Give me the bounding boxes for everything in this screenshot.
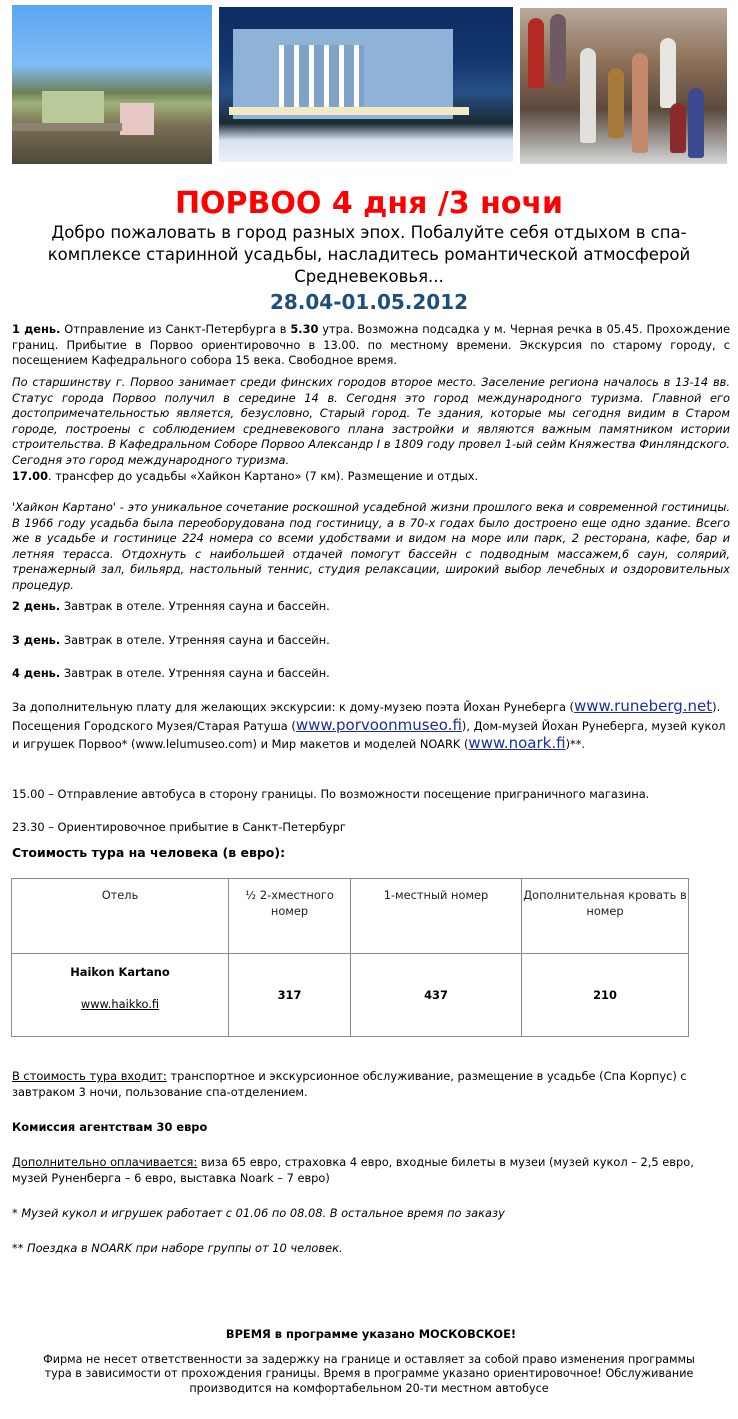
day4-text: Завтрак в отеле. Утренняя сауна и бассейн. xyxy=(60,666,330,680)
runeberg-link[interactable]: www.runeberg.net xyxy=(573,697,713,715)
price-double-half: 317 xyxy=(229,954,351,1037)
transfer-text: . трансфер до усадьбы «Хайкон Картано» (7 км). Размещение и отдых. xyxy=(48,469,479,483)
commission-line: Комиссия агентствам 30 евро xyxy=(12,1120,208,1134)
excursions-text-2: ). Посещения Городского Музея/Старая Ратуша ( xyxy=(12,700,721,733)
doll-museum-photo xyxy=(520,8,727,164)
day1-text: Отправление из Санкт-Петербурга в xyxy=(60,322,291,336)
hotel-description-paragraph: 'Хайкон Картано' - это уникальное сочетание роскошной усадебной жизни прошлого века и современной гостиницы. В 1966 году усадьба была переоборудована под гостиницу, а в 70-х годах было достроено еще одно здание. Всего же в усадьбе и гостинице 224 номера со всеми удобствами и видом на море или парк, 2 ресторана, кафе, бар и летняя терасса. Отдохнуть с наибольшей отдачей помогут бассейн с подводным массажем,6 саун, солярий, тренажерный зал, бильярд, настольный теннис, студия релаксации, широкий выбор лечебных и оздоровительных процедур. xyxy=(12,500,730,592)
extra-excursions-paragraph xyxy=(12,698,730,754)
disclaimer: Фирма не несет ответственности за задержку на границе и оставляет за собой право изменения программы тура в зависимости от прохождения границы. Время в программе указано ориентировочное! Обслуживание производится на комфортабельном 20-ти местном автобусе xyxy=(43,1353,695,1395)
day4-paragraph xyxy=(12,666,730,682)
price-extra-bed: 210 xyxy=(522,954,689,1037)
tour-subtitle: Добро пожаловать в город разных эпох. Побалуйте себя отдыхом в спа-комплексе старинной усадьбы, насладитесь романтической атмосферой Средневековья... xyxy=(47,223,691,286)
extra-costs-paragraph xyxy=(12,1155,730,1186)
excursions-text-4: )**. xyxy=(565,737,586,752)
footnote-doll-museum: * Музей кукол и игрушек работает с 01.06 по 08.08. В остальное время по заказу xyxy=(12,1206,505,1220)
day2-label: 2 день. xyxy=(12,599,61,613)
excursions-text-3: ), Дом-музей Йохан Рунеберга, музей кукол и игрушек Порвоо* (www.lelumuseo.com) и Мир макетов и моделей NOARK ( xyxy=(12,718,726,752)
day1-text-cont: утра. Возможна подсадка у м. Черная речка в 05.45. Прохождение границ. Прибытие в Порвоо ориентировочно в 13.00. по местному времени. Экскурсия по старому городу, с посещением Кафедрального собора 15 века. Свободное время. xyxy=(12,322,730,368)
day3-label: 3 день. xyxy=(12,633,61,647)
transfer-paragraph xyxy=(12,469,730,485)
pricing-table xyxy=(11,878,689,1037)
price-single: 437 xyxy=(351,954,522,1037)
included-paragraph xyxy=(12,1069,730,1100)
day4-label: 4 день. xyxy=(12,666,61,680)
included-label: В стоимость тура входит: xyxy=(12,1069,167,1083)
noark-link[interactable]: www.noark.fi xyxy=(468,734,566,753)
day2-paragraph xyxy=(12,599,730,615)
included-text: транспортное и экскурсионное обслуживание, размещение в усадьбе (Спа Корпус) с завтраком 3 ночи, пользование спа-отделением. xyxy=(12,1069,687,1099)
hotel-cell xyxy=(12,954,229,1037)
day2-text: Завтрак в отеле. Утренняя сауна и бассейн. xyxy=(60,599,330,613)
pricing-heading: Стоимость тура на человека (в евро): xyxy=(12,845,286,860)
extra-costs-text: виза 65 евро, страховка 4 евро, входные билеты в музеи (музей кукол – 2,5 евро, музей Руненберга – 6 евро, выставка Noark – 7 евро) xyxy=(12,1155,694,1185)
arrival-line: 23.30 – Ориентировочное прибытие в Санкт-Петербург xyxy=(12,820,346,834)
porvoonmuseo-link[interactable]: www.porvoonmuseo.fi xyxy=(295,715,462,734)
transfer-time: 17.00 xyxy=(12,469,49,483)
col-double-half: ½ 2-хместного номер xyxy=(229,879,351,954)
haikko-link[interactable]: www.haikko.fi xyxy=(80,997,160,1011)
moscow-time-notice: ВРЕМЯ в программе указано МОСКОВСКОЕ! xyxy=(225,1327,517,1341)
departure-line: 15.00 – Отправление автобуса в сторону границы. По возможности посещение приграничного магазина. xyxy=(12,787,650,801)
pricing-header-row xyxy=(12,879,689,954)
col-hotel: Отель xyxy=(12,879,229,954)
hotel-name: Haikon Kartano xyxy=(70,965,170,979)
tour-dates: 28.04-01.05.2012 xyxy=(269,290,469,314)
footnote-noark: ** Поездка в NOARK при наборе группы от 10 человек. xyxy=(12,1241,343,1255)
col-single: 1-местный номер xyxy=(351,879,522,954)
day1-label: 1 день. xyxy=(12,322,61,336)
day3-text: Завтрак в отеле. Утренняя сауна и бассейн. xyxy=(60,633,330,647)
excursions-text: За дополнительную плату для желающих экскурсии: к дому-музею поэта Йохан Рунеберга ( xyxy=(12,700,574,714)
tour-title: ПОРВОО 4 дня /3 ночи xyxy=(174,186,564,221)
table-row xyxy=(12,954,689,1037)
day3-paragraph xyxy=(12,633,730,649)
extra-costs-label: Дополнительно оплачивается: xyxy=(12,1155,198,1169)
porvoo-history-paragraph: По старшинству г. Порвоо занимает среди финских городов второе место. Заселение региона началось в 13-14 вв. Статус города Порвоо получил в середине 14 в. Сегодня это город международного туризма. Главной его достопримечательностью является, безусловно, Старый город. Те здания, которые мы сегодня видим в Старом городе, построены с соблюдением средневекового плана застройки и являются важным памятником истории строительства. В Кафедральном Соборе Порвоо Александр I в 1809 году провел 1-ый сейм Княжества Финляндского. Сегодня это город международного туризма. xyxy=(12,375,730,467)
col-extra-bed: Дополнительная кровать в номер xyxy=(522,879,689,954)
porvoo-old-town-photo xyxy=(12,5,212,164)
haikko-manor-photo xyxy=(219,7,513,162)
day1-paragraph xyxy=(12,322,730,369)
departure-time: 5.30 xyxy=(290,322,319,336)
